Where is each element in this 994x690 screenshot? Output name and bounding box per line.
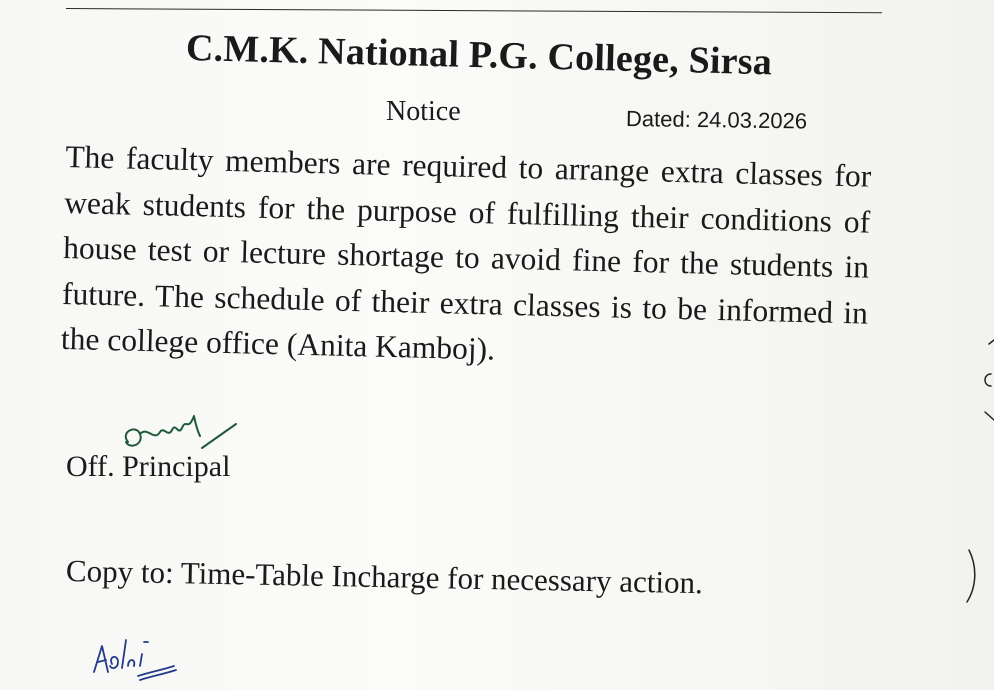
copy-to-line: Copy to: Time-Table Incharge for necessary action. [65, 553, 704, 601]
notice-body: The faculty members are required to arrange extra classes for weak students for the purpose of fulfilling their conditions of house test or lecture shortage to avoid fine for the students in future. The schedule of their extra classes is to be informed in the college office (Anita Kamboj). [60, 138, 872, 367]
signatory-title: Off. Principal [66, 450, 231, 483]
top-rule-divider [66, 8, 882, 13]
notice-date: Dated: 24.03.2026 [625, 106, 808, 134]
notice-heading: Notice [386, 96, 461, 127]
edge-marks [955, 330, 994, 610]
receiver-initials [88, 632, 184, 682]
college-title: C.M.K. National P.G. College, Sirsa [185, 27, 773, 84]
